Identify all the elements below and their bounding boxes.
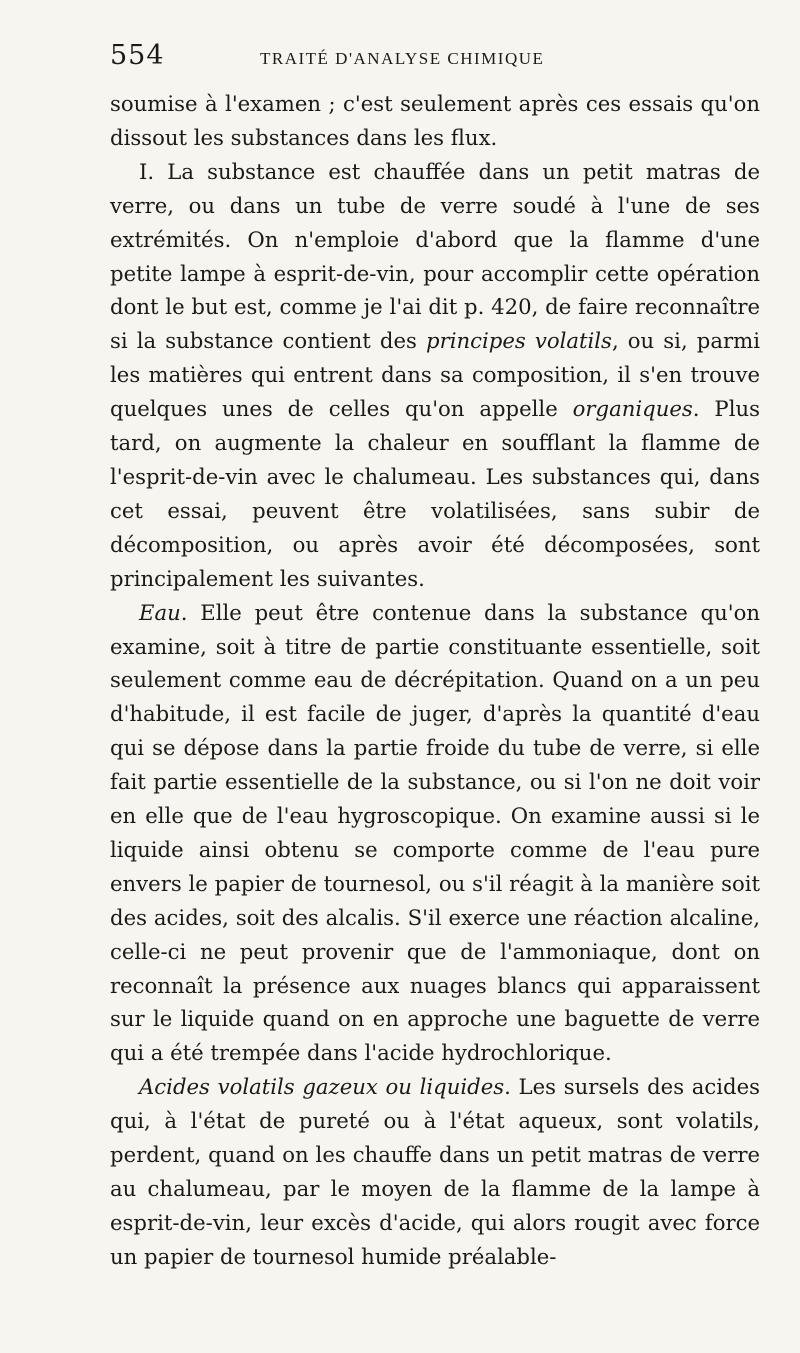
running-head	[110, 40, 760, 86]
page-number: 554	[110, 40, 165, 71]
text-run: . Elle peut être contenue dans la substance qu'on examine, soit à titre de partie constituante essentielle, soit seulement comme eau de décrépitation. Quand on a un peu d'habitude, il est facile de juger, d'après la quantité d'eau qui se dépose dans la partie froide du tube de verre, si elle fait partie essentielle de la substance, ou si l'on ne doit voir en elle que de l'eau hygroscopique. On examine aussi si le liquide ainsi obtenu se comporte comme de l'eau pure envers le papier de tournesol, ou s'il réagit à la manière soit des acides, soit des alcalis. S'il exerce une réaction alcaline, celle-ci ne peut provenir que de l'ammoniaque, dont on reconnaît la présence aux nuages blancs qui apparaissent sur le liquide quand on en approche une baguette de verre qui a été trempée dans l'acide hydrochlorique.	[110, 599, 760, 1066]
text-run: , ou si, parmi les matières qui entrent dans sa composition, il s'en trouve quelques unes de celles qu'on appelle	[110, 328, 760, 422]
paragraph-acides-volatils	[110, 1070, 760, 1273]
italic-heading: Eau	[139, 599, 181, 625]
text-run: . Plus tard, on augmente la chaleur en soufflant la flamme de l'esprit-de-vin avec le chalumeau. Les substances qui, dans cet essai, peuvent être volatilisées, sans subir de décomposition, ou après avoir été décomposées, sont principalement les suivantes.	[110, 396, 760, 591]
text-run: soumise à l'examen ; c'est seulement après ces essais qu'on dissout les substances dans les flux.	[110, 91, 760, 150]
text-run: I. La substance est chauffée dans un petit matras de verre, ou dans un tube de verre soudé à l'une de ses extrémités. On n'emploie d'abord que la flamme d'une petite lampe à esprit-de-vin, pour accomplir cette opération dont le but est, comme je l'ai dit p. 420, de faire reconnaître si la substance contient des	[110, 158, 760, 354]
paragraph-section-i	[110, 155, 760, 596]
italic-heading: Acides volatils gazeux ou liquides	[139, 1074, 505, 1100]
italic-term: principes volatils	[426, 328, 612, 354]
italic-term: organiques	[572, 396, 693, 422]
body-text	[110, 87, 760, 1274]
paragraph-continuation	[110, 87, 760, 155]
paragraph-eau	[110, 596, 760, 1071]
text-run: . Les sursels des acides qui, à l'état de pureté ou à l'état aqueux, sont volatils, perdent, quand on les chauffe dans un petit matras de verre au chalumeau, par le moyen de la flamme de la lampe à esprit-de-vin, leur excès d'acide, qui alors rougit avec force un papier de tournesol humide préalable-	[110, 1074, 760, 1269]
running-title: TRAITÉ D'ANALYSE CHIMIQUE	[260, 49, 545, 68]
